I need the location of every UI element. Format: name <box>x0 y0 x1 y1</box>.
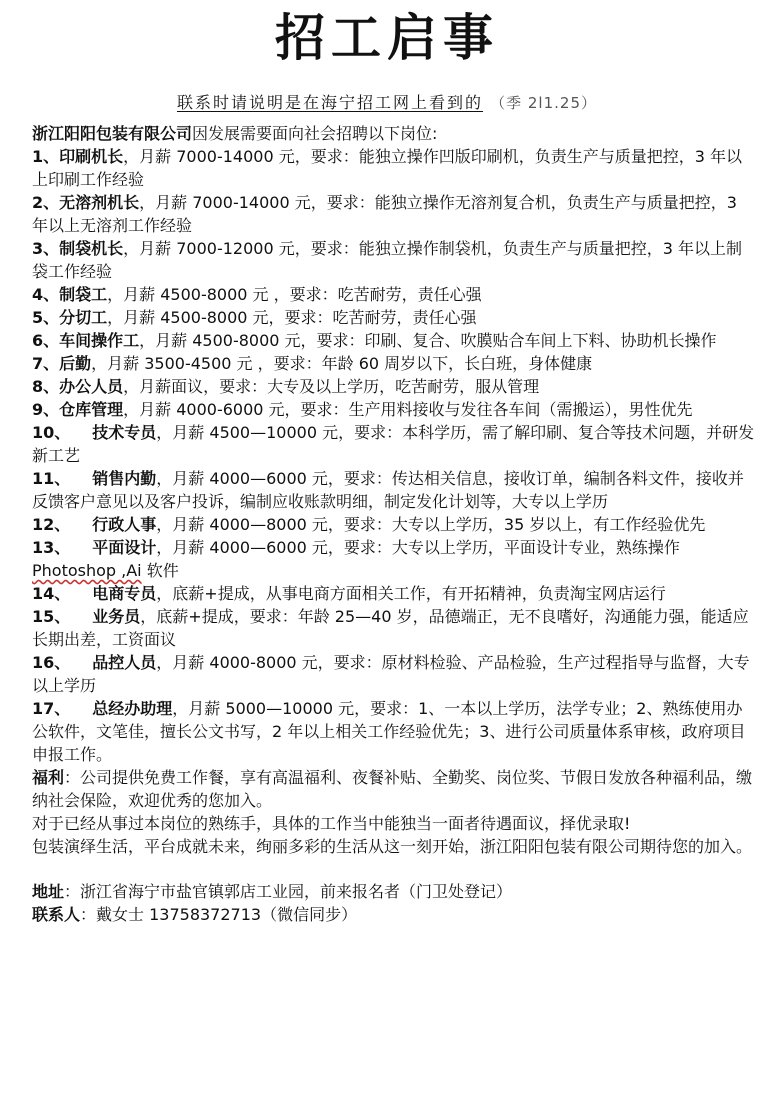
job-description: ，月薪 4000—6000 元，要求：大专以上学历，平面设计专业，熟练操作 <box>156 538 680 557</box>
job-item <box>32 237 756 283</box>
job-description: ，月薪 4500-8000 元，要求：印刷、复合、吹膜贴合车间上下料、协助机长操作 <box>139 331 717 350</box>
job-number: 5、 <box>32 308 60 327</box>
address-label: 地址 <box>32 882 65 901</box>
closing-2: 包装演绎生活，平台成就未来，绚丽多彩的生活从这一刻开始，浙江阳阳包装有限公司期待您的加入。 <box>32 837 753 856</box>
contact <box>32 903 756 926</box>
job-number: 16、 <box>32 653 71 672</box>
contact-label: 联系人 <box>32 905 81 924</box>
job-description: ，月薪 4500-8000 元，要求：吃苦耐劳，责任心强 <box>107 308 477 327</box>
job-number: 17、 <box>32 699 71 718</box>
job-title: 平面设计 <box>92 538 157 557</box>
job-number: 14、 <box>32 584 71 603</box>
job-title: 品控人员 <box>92 653 157 672</box>
address-text: ：浙江省海宁市盐官镇郭店工业园，前来报名者（门卫处登记） <box>64 882 513 901</box>
welfare-text: ：公司提供免费工作餐，享有高温福利、夜餐补贴、全勤奖、岗位奖、节假日发放各种福利品，缴纳社会保险，欢迎优秀的您加入。 <box>32 768 753 810</box>
job-description: ，底薪+提成，从事电商方面相关工作，有开拓精神，负责淘宝网店运行 <box>156 584 666 603</box>
intro-text: 因发展需要面向社会招聘以下岗位: <box>192 124 438 143</box>
job-title: 行政人事 <box>92 515 157 534</box>
job-item <box>32 536 756 582</box>
job-title: 仓库管理 <box>59 400 124 419</box>
subtitle-note: （季 2l1.25） <box>490 94 597 112</box>
job-item <box>32 398 756 421</box>
job-number: 4、 <box>32 285 60 304</box>
job-title: 总经办助理 <box>92 699 173 718</box>
job-title: 印刷机长 <box>59 147 124 166</box>
job-item <box>32 375 756 398</box>
job-number: 15、 <box>32 607 71 626</box>
job-title: 后勤 <box>59 354 92 373</box>
job-description: ，月薪 7000-12000 元，要求：能独立操作制袋机，负责生产与质量把控，3 年以上制袋工作经验 <box>32 239 742 281</box>
job-number: 12、 <box>32 515 71 534</box>
job-description: ，月薪 4500-8000 元 ，要求：吃苦耐劳，责任心强 <box>107 285 482 304</box>
job-number: 10、 <box>32 423 71 442</box>
job-description: ，月薪 5000—10000 元，要求：1、一本以上学历，法学专业；2、熟练使用办公软件，文笔佳，擅长公文书写，2 年以上相关工作经验优先；3、进行公司质量体系审核，政府项目申报工作。 <box>32 699 746 764</box>
job-title: 无溶剂机长 <box>59 193 140 212</box>
job-title: 电商专员 <box>92 584 157 603</box>
job-title: 销售内勤 <box>92 469 157 488</box>
job-description: ，月薪 3500-4500 元 ，要求：年龄 60 周岁以下，长白班，身体健康 <box>91 354 593 373</box>
welfare <box>32 766 756 812</box>
job-list <box>32 145 756 766</box>
job-description: ，月薪面议，要求：大专及以上学历，吃苦耐劳，服从管理 <box>123 377 540 396</box>
job-item <box>32 651 756 697</box>
software-names: Photoshop ,Ai <box>32 561 142 580</box>
job-item <box>32 191 756 237</box>
job-title: 制袋机长 <box>59 239 124 258</box>
job-description-tail: 软件 <box>141 561 179 580</box>
job-description: ，月薪 7000-14000 元，要求：能独立操作凹版印刷机，负责生产与质量把控，3 年以上印刷工作经验 <box>32 147 742 189</box>
job-item <box>32 582 756 605</box>
job-title: 技术专员 <box>92 423 157 442</box>
job-item <box>32 145 756 191</box>
job-item <box>32 421 756 467</box>
closing-1: 对于已经从事过本岗位的熟练手，具体的工作当中能独当一面者待遇面议，择优录取! <box>32 814 631 833</box>
job-item <box>32 605 756 651</box>
job-title: 办公人员 <box>59 377 124 396</box>
company-name: 浙江阳阳包装有限公司 <box>32 124 193 143</box>
job-title: 车间操作工 <box>59 331 140 350</box>
job-title: 制袋工 <box>59 285 108 304</box>
welfare-label: 福利 <box>32 768 65 787</box>
job-number: 9、 <box>32 400 60 419</box>
job-item <box>32 283 756 306</box>
job-description: ，月薪 4000-6000 元，要求：生产用料接收与发往各车间（需搬运），男性优先 <box>123 400 693 419</box>
job-number: 6、 <box>32 331 60 350</box>
job-number: 11、 <box>32 469 71 488</box>
job-description: ，月薪 4000-8000 元，要求：原材料检验、产品检验，生产过程指导与监督，大专以上学历 <box>32 653 750 695</box>
subtitle <box>0 92 774 114</box>
notice-body <box>32 122 756 926</box>
job-description: ，月薪 7000-14000 元，要求：能独立操作无溶剂复合机，负责生产与质量把控，3 年以上无溶剂工作经验 <box>32 193 737 235</box>
contact-text: ：戴女士 13758372713（微信同步） <box>80 905 358 924</box>
job-item <box>32 329 756 352</box>
job-description: ，底薪+提成，要求：年龄 25—40 岁，品德端正，无不良嗜好，沟通能力强，能适应长期出差，工资面议 <box>32 607 749 649</box>
job-item <box>32 306 756 329</box>
job-description: ，月薪 4000—6000 元，要求：传达相关信息，接收订单，编制各料文件，接收并反馈客户意见以及客户投诉，编制应收账款明细，制定发化计划等，大专以上学历 <box>32 469 744 511</box>
job-title: 业务员 <box>92 607 141 626</box>
page-title: 招工启事 <box>275 9 499 67</box>
job-number: 13、 <box>32 538 71 557</box>
job-number: 3、 <box>32 239 60 258</box>
address <box>32 880 756 903</box>
intro <box>32 122 756 145</box>
job-item <box>32 352 756 375</box>
job-number: 2、 <box>32 193 60 212</box>
job-description: ，月薪 4000—8000 元，要求：大专以上学历，35 岁以上，有工作经验优先 <box>156 515 706 534</box>
job-item <box>32 467 756 513</box>
job-item <box>32 697 756 766</box>
job-number: 8、 <box>32 377 60 396</box>
subtitle-text: 联系时请说明是在海宁招工网上看到的 <box>177 93 484 112</box>
job-number: 1、 <box>32 147 60 166</box>
job-description: ，月薪 4500—10000 元，要求：本科学历，需了解印刷、复合等技术问题，并研发新工艺 <box>32 423 755 465</box>
job-title: 分切工 <box>59 308 108 327</box>
job-number: 7、 <box>32 354 60 373</box>
job-item <box>32 513 756 536</box>
